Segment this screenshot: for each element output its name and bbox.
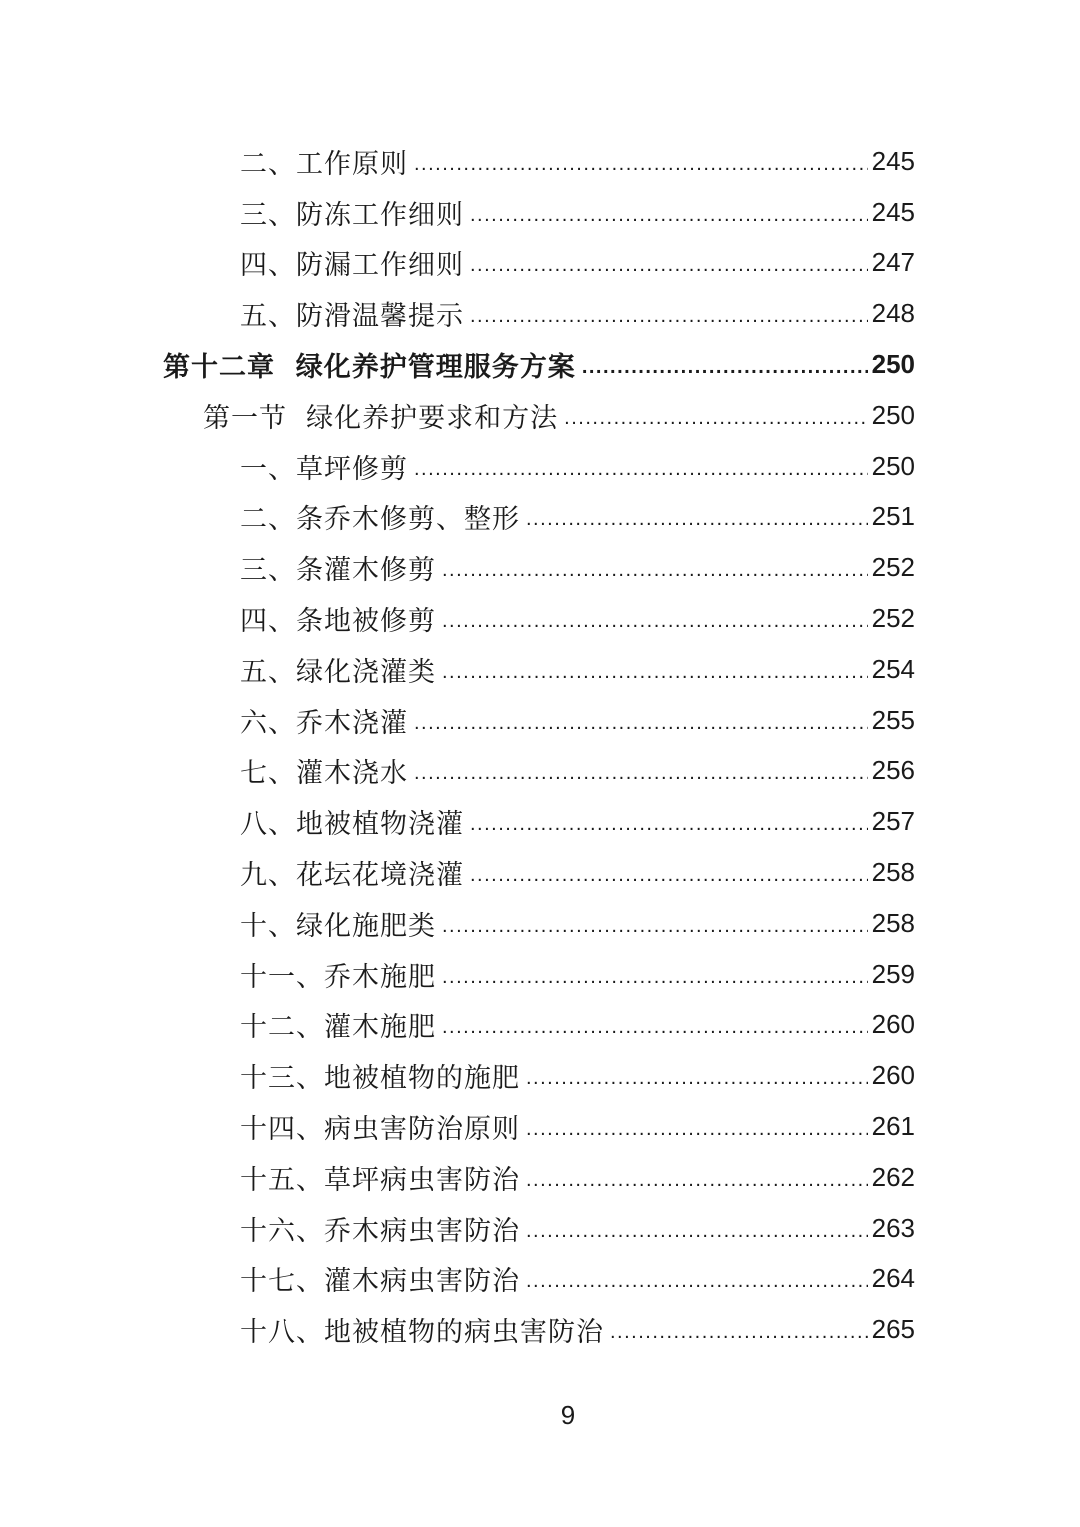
toc-entry-page: 245: [871, 145, 915, 176]
toc-entry[interactable]: [0, 238, 1080, 289]
toc-entry-title: 十六、乔木病虫害防治: [240, 1215, 520, 1247]
toc-entry[interactable]: [0, 949, 1080, 1000]
toc-leader-dots: [526, 1270, 868, 1293]
toc-entry[interactable]: [0, 1254, 1080, 1305]
toc-leader-dots: [526, 1169, 868, 1192]
toc-entry[interactable]: [0, 492, 1080, 543]
toc-entry-title: 三、条灌木修剪: [240, 555, 436, 587]
toc-entry[interactable]: [0, 441, 1080, 492]
toc-leader-dots: [470, 254, 868, 277]
toc-leader-dots: [414, 458, 868, 481]
toc-entry-title: 八、地被植物浇灌: [240, 809, 464, 841]
toc-entry-title: 十二、灌木施肥: [240, 1012, 436, 1044]
toc-entry-title: 十三、地被植物的施肥: [240, 1063, 520, 1095]
toc-leader-dots: [470, 813, 868, 836]
toc-entry-page: 255: [871, 704, 915, 735]
toc-entry[interactable]: [0, 136, 1080, 187]
toc-entry-page: 247: [871, 247, 915, 278]
toc-leader-dots: [442, 966, 868, 989]
toc-entry[interactable]: [0, 593, 1080, 644]
toc-entry-page: 260: [871, 1009, 915, 1040]
toc-entry-page: 256: [871, 755, 915, 786]
toc-entry[interactable]: [0, 542, 1080, 593]
toc-leader-dots: [564, 407, 867, 430]
toc-entry-title: 十一、乔木施肥: [240, 961, 436, 993]
toc-entry-title: 三、防冻工作细则: [240, 199, 464, 231]
toc-section-entry[interactable]: [0, 390, 1080, 441]
toc-leader-dots: [526, 1067, 868, 1090]
toc-entry-page: 258: [871, 907, 915, 938]
toc-entry-page: 263: [871, 1212, 915, 1243]
toc-entry[interactable]: [0, 898, 1080, 949]
toc-leader-dots: [526, 1220, 868, 1243]
toc-entry-title: 十四、病虫害防治原则: [240, 1114, 520, 1146]
toc-entry-title: 二、条乔木修剪、整形: [240, 504, 520, 536]
toc-entry[interactable]: [0, 1152, 1080, 1203]
toc-entry-page: 250: [871, 349, 915, 380]
toc-leader-dots: [610, 1321, 868, 1344]
toc-entry-title: 一、草坪修剪: [240, 453, 408, 485]
toc-entry-title: 十、绿化施肥类: [240, 910, 436, 942]
toc-entry-page: 259: [871, 958, 915, 989]
toc-entry[interactable]: [0, 695, 1080, 746]
toc-leader-dots: [442, 1016, 868, 1039]
toc-entry-page: 260: [871, 1060, 915, 1091]
toc-entry-title: 五、绿化浇灌类: [240, 656, 436, 688]
toc-entry-title: 十八、地被植物的病虫害防治: [240, 1317, 604, 1349]
toc-entry[interactable]: [0, 746, 1080, 797]
toc-entry-page: 265: [871, 1314, 915, 1345]
toc-leader-dots: [442, 559, 868, 582]
toc-entry[interactable]: [0, 796, 1080, 847]
toc-entry[interactable]: [0, 1000, 1080, 1051]
toc-entry-page: 252: [871, 552, 915, 583]
toc-entry[interactable]: [0, 847, 1080, 898]
toc-leader-dots: [442, 915, 868, 938]
toc-leader-dots: [526, 1118, 868, 1141]
toc-entry-title: 六、乔木浇灌: [240, 707, 408, 739]
toc-entry[interactable]: [0, 644, 1080, 695]
page-number: 9: [560, 1400, 576, 1430]
toc-entry-page: 250: [871, 399, 915, 430]
toc-entry-page: 252: [871, 603, 915, 634]
toc-leader-dots: [470, 864, 868, 887]
toc-entry-title: 二、工作原则: [240, 148, 408, 180]
toc-leader-dots: [442, 610, 868, 633]
toc-leader-dots: [414, 153, 868, 176]
toc-leader-dots: [582, 356, 868, 379]
toc-leader-dots: [414, 712, 868, 735]
toc-chapter-entry[interactable]: [0, 339, 1080, 390]
toc-leader-dots: [470, 204, 868, 227]
toc-entry[interactable]: [0, 187, 1080, 238]
toc-entry-page: 251: [871, 501, 915, 532]
toc-entry[interactable]: [0, 1101, 1080, 1152]
toc-entry-page: 264: [871, 1263, 915, 1294]
toc-entry-page: 261: [871, 1111, 915, 1142]
toc-entry-title: 十七、灌木病虫害防治: [240, 1266, 520, 1298]
toc-entry[interactable]: [0, 1203, 1080, 1254]
toc-entry-page: 258: [871, 857, 915, 888]
toc-entry-title: 四、条地被修剪: [240, 606, 436, 638]
toc-entry-title: 第一节 绿化养护要求和方法: [203, 402, 559, 434]
toc-entry-page: 250: [871, 450, 915, 481]
toc-entry-page: 245: [871, 196, 915, 227]
toc-entry-page: 248: [871, 298, 915, 329]
toc-leader-dots: [442, 661, 868, 684]
toc-leader-dots: [470, 305, 868, 328]
toc-entry[interactable]: [0, 288, 1080, 339]
toc-entry-title: 十五、草坪病虫害防治: [240, 1164, 520, 1196]
toc-entry[interactable]: [0, 1304, 1080, 1355]
toc-entry-title: 五、防滑温馨提示: [240, 301, 464, 333]
toc-entry[interactable]: [0, 1050, 1080, 1101]
toc-leader-dots: [414, 762, 868, 785]
toc-entry-title: 四、防漏工作细则: [240, 250, 464, 282]
toc-entry-title: 第十二章 绿化养护管理服务方案: [163, 352, 576, 384]
toc-entry-title: 九、花坛花境浇灌: [240, 860, 464, 892]
toc-entry-page: 262: [871, 1161, 915, 1192]
toc-entry-page: 254: [871, 653, 915, 684]
toc-leader-dots: [526, 508, 868, 531]
toc-entry-page: 257: [871, 806, 915, 837]
toc-entry-title: 七、灌木浇水: [240, 758, 408, 790]
table-of-contents: [0, 136, 1080, 1355]
